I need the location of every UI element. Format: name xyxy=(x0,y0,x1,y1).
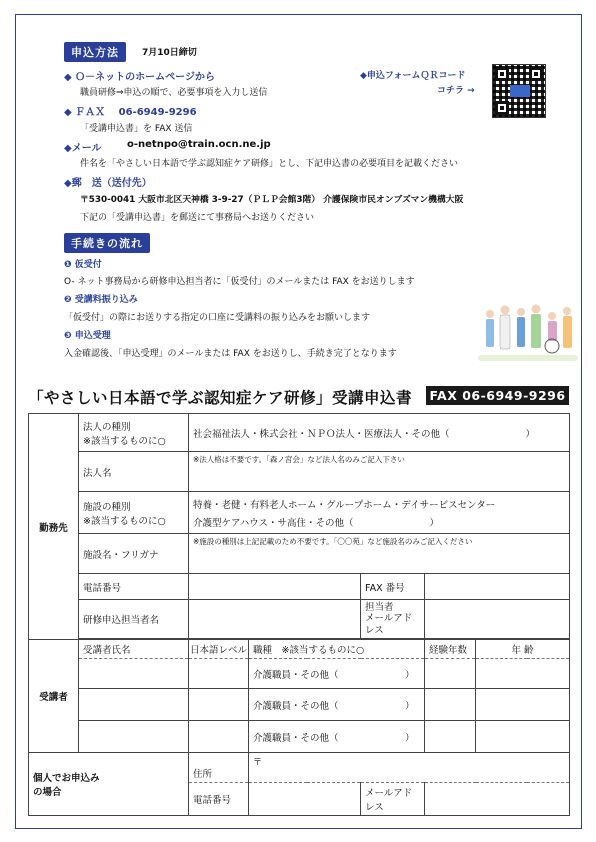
web-title: ◆ Ｏ－ネットのホームページから xyxy=(64,72,215,83)
years-3[interactable] xyxy=(425,721,476,753)
mail-desc: 件名を「やさしい日本語で学ぶ認知症ケア研修」とし、下記申込書の必要項目を記載ください xyxy=(80,159,459,169)
corp-type-label: 法人の種別 ※該当するものに○ xyxy=(79,414,189,452)
web-desc: 職員研修⇒申込の順で、必要事項を入力し送信 xyxy=(80,88,268,98)
step1-desc: O- ネット事務局から研修申込担当者に「仮受付」のメールまたは FAX をお送りします xyxy=(64,277,415,287)
age-label: 年 齢 xyxy=(476,640,570,659)
trainee-name-2[interactable] xyxy=(79,689,189,721)
job-option-2[interactable]: 介護職員・その他（ ） xyxy=(249,689,425,721)
phone-field[interactable] xyxy=(189,574,361,600)
post-title: ◆郵 送（送付先） xyxy=(64,178,152,189)
apply-heading: 申込方法 xyxy=(64,42,126,62)
workplace-label: 勤務先 xyxy=(29,414,79,640)
ind-mail-label: メールアドレス xyxy=(361,783,425,816)
corp-type-options[interactable]: 社会福祉法人・株式会社・ＮＰＯ法人・医療法人・その他（ ） xyxy=(189,414,570,452)
qr-code-icon[interactable] xyxy=(492,64,546,118)
job-option-1[interactable]: 介護職員・その他（ ） xyxy=(249,659,425,689)
individual-label: 個人でお申込み の場合 xyxy=(29,753,189,816)
years-2[interactable] xyxy=(425,689,476,721)
trainee-name-1[interactable] xyxy=(79,659,189,689)
age-3[interactable] xyxy=(476,721,570,753)
contact-label: 研修申込担当者名 xyxy=(79,600,189,639)
jp-level-2[interactable] xyxy=(189,689,249,721)
qr-link[interactable]: コチラ → xyxy=(437,86,475,96)
facility-type-options[interactable]: 特養・老健・有料老人ホーム・グループホーム・デイサービスセンター 介護型ケアハウス・サ高住・その他（ ） xyxy=(189,492,570,534)
address-label: 住所 xyxy=(189,753,249,783)
age-2[interactable] xyxy=(476,689,570,721)
phone-label: 電話番号 xyxy=(79,574,189,600)
mail-address[interactable]: o-netnpo@train.ocn.ne.jp xyxy=(127,139,271,150)
ind-phone-label: 電話番号 xyxy=(189,783,249,816)
step2-title: ❷ 受講料振り込み xyxy=(64,295,138,305)
fax-label: FAX 番号 xyxy=(361,574,425,600)
age-1[interactable] xyxy=(476,659,570,689)
form-title: 「やさしい日本語で学ぶ認知症ケア研修」受講申込書 xyxy=(28,389,413,407)
step1-title: ❶ 仮受付 xyxy=(64,260,102,270)
jp-level-1[interactable] xyxy=(189,659,249,689)
jp-level-label: 日本語レベル xyxy=(189,640,249,659)
post-address: 〒530-0041 大阪市北区天神橋 3-9-27（ＰＬＰ会館3階） 介護保険市民オンブズマン機構大阪 xyxy=(80,195,464,205)
contact-field[interactable] xyxy=(189,600,361,639)
deadline: 7月10日締切 xyxy=(142,48,197,58)
contact-mail-label: 担当者 メールアドレス xyxy=(361,600,425,639)
fax-field[interactable] xyxy=(425,574,570,600)
ind-mail-field[interactable] xyxy=(425,783,570,816)
facility-name-field[interactable]: ※施設の種別は上記記載のため不要です。「〇〇苑」など施設名のみご記入ください xyxy=(189,534,570,574)
fax-title: ◆ ＦＡＸ 06-6949-9296 xyxy=(64,107,197,118)
address-field[interactable]: 〒 xyxy=(249,753,570,783)
ind-phone-field[interactable] xyxy=(249,783,361,816)
form-fax: FAX 06-6949-9296 xyxy=(426,386,569,405)
post-desc: 下記の「受講申込書」を郵送にて事務局へお送りください xyxy=(80,213,315,223)
step2-desc: 「仮受付」の際にお送りする指定の口座に受講料の振り込みをお願いします xyxy=(64,313,371,323)
step3-desc: 入金確認後、「申込受理」のメールまたは FAX をお送りし、手続き完了となります xyxy=(64,349,397,359)
trainee-name-3[interactable] xyxy=(79,721,189,753)
caregivers-illustration xyxy=(478,300,578,362)
fax-desc: 「受講申込書」を FAX 送信 xyxy=(80,124,193,134)
years-1[interactable] xyxy=(425,659,476,689)
jp-level-3[interactable] xyxy=(189,721,249,753)
contact-mail-field[interactable] xyxy=(425,600,570,639)
trainee-name-label: 受講者氏名 xyxy=(79,640,189,659)
facility-name-label: 施設名・フリガナ xyxy=(79,534,189,574)
qr-label: ◆申込フォームＱＲコード xyxy=(360,71,466,81)
facility-type-label: 施設の種別 ※該当するものに○ xyxy=(79,492,189,534)
procedure-heading: 手続きの流れ xyxy=(64,233,150,253)
corp-name-field[interactable]: ※法人格は不要です。「森ノ宮会」など法人名のみご記入下さい xyxy=(189,452,570,492)
application-form xyxy=(28,413,570,816)
mail-title: ◆メール xyxy=(64,143,102,154)
years-label: 経験年数 xyxy=(425,640,476,659)
corp-name-label: 法人名 xyxy=(79,452,189,492)
job-option-3[interactable]: 介護職員・その他（ ） xyxy=(249,721,425,753)
step3-title: ❸ 申込受理 xyxy=(64,331,111,341)
job-label: 職種 ※該当するものに○ xyxy=(249,640,425,659)
trainee-label: 受講者 xyxy=(29,640,79,753)
